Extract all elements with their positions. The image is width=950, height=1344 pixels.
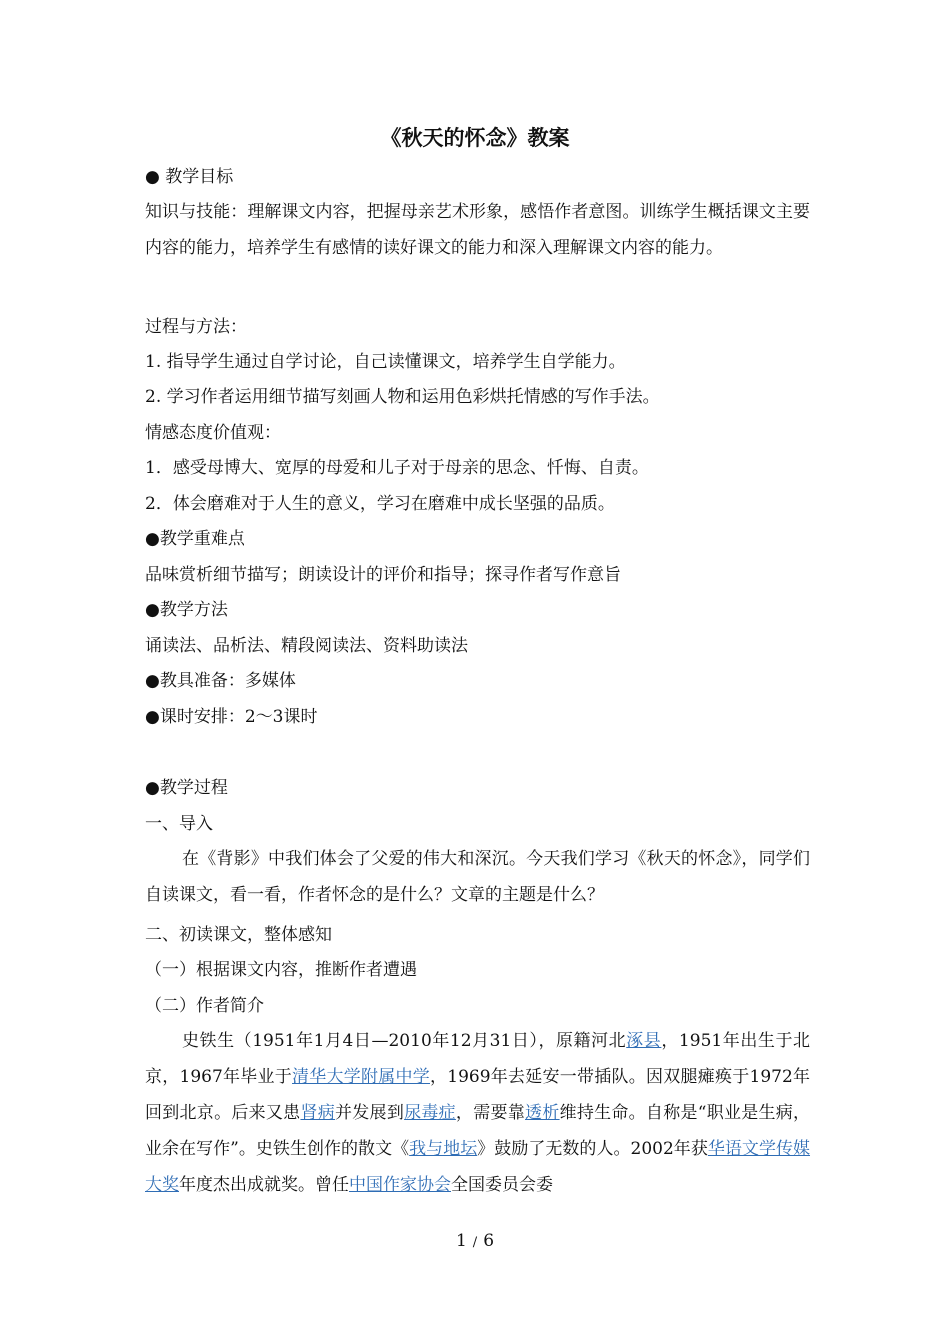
methods-text: 诵读法、品析法、精段阅读法、资料助读法 <box>145 636 468 656</box>
process-heading: ●教学过程 <box>145 778 228 798</box>
subsection-author-intro: （二）作者简介 <box>145 996 264 1016</box>
tools-line: ●教具准备：多媒体 <box>145 671 296 691</box>
bio-text: 年度杰出成就奖。曾任 <box>179 1175 349 1195</box>
emotion-item-1: 1．感受母博大、宽厚的母爱和儿子对于母亲的思念、忏悔、自责。 <box>145 458 649 478</box>
key-points-heading: ●教学重难点 <box>145 529 245 549</box>
author-bio-paragraph <box>145 1023 810 1203</box>
page-number <box>0 1231 950 1251</box>
bio-text: 维持生命。自称是“职业是生病，业余在写作”。史铁生创作的散文《 <box>145 1103 811 1159</box>
bio-text: 》鼓励了无数的人。2002年获 <box>477 1139 708 1159</box>
link-kidney-disease[interactable]: 肾病 <box>300 1103 335 1123</box>
process-item-1: 1. 指导学生通过自学讨论，自己读懂课文，培养学生自学能力。 <box>145 352 626 372</box>
link-uremia[interactable]: 尿毒症 <box>404 1103 456 1123</box>
bio-text: ，需要靠 <box>455 1103 526 1123</box>
schedule-line: ●课时安排：2～3课时 <box>145 707 318 727</box>
page-separator: / <box>472 1235 478 1250</box>
link-zhuoxian[interactable]: 涿县 <box>626 1031 662 1051</box>
intro-paragraph: 在《背影》中我们体会了父爱的伟大和深沉。今天我们学习《秋天的怀念》，同学们自读课文，看一看，作者怀念的是什么？文章的主题是什么？ <box>145 849 810 905</box>
emotion-item-2: 2．体会磨难对于人生的意义，学习在磨难中成长坚强的品质。 <box>145 494 615 514</box>
process-methods-heading: 过程与方法： <box>145 317 247 337</box>
emotion-heading: 情感态度价值观： <box>145 423 281 443</box>
bio-text: ，1969年去延安一带插队。因双腿瘫痪于1972年回到北京。后来又患 <box>145 1067 811 1123</box>
methods-heading: ●教学方法 <box>145 600 228 620</box>
section-intro-heading: 一、导入 <box>145 814 213 834</box>
bio-text: 史铁生（1951年1月4日—2010年12月31日），原籍河北 <box>182 1031 627 1051</box>
document-title: 《秋天的怀念》教案 <box>380 126 570 150</box>
process-item-2: 2. 学习作者运用细节描写刻画人物和运用色彩烘托情感的写作手法。 <box>145 387 660 407</box>
link-china-writers-association[interactable]: 中国作家协会 <box>349 1175 451 1195</box>
knowledge-skills-paragraph: 知识与技能：理解课文内容，把握母亲艺术形象，感悟作者意图。训练学生概括课文主要内容的能力，培养学生有感情的读好课文的能力和深入理解课文内容的能力。 <box>145 202 810 258</box>
subsection-infer-author: （一）根据课文内容，推断作者遭遇 <box>145 960 417 980</box>
bio-text: 并发展到 <box>335 1103 405 1123</box>
link-tsinghua-high-school[interactable]: 清华大学附属中学 <box>292 1067 431 1087</box>
link-chinese-literature-media-award[interactable]: 华语文学传媒大奖 <box>145 1139 811 1195</box>
key-points-text: 品味赏析细节描写；朗读设计的评价和指导；探寻作者写作意旨 <box>145 565 621 585</box>
bio-text: 全国委员会委 <box>451 1175 553 1195</box>
section-first-reading-heading: 二、初读课文，整体感知 <box>145 925 332 945</box>
current-page: 1 <box>455 1231 467 1251</box>
link-me-and-ditan[interactable]: 我与地坛 <box>409 1139 478 1159</box>
objectives-heading: ● 教学目标 <box>145 167 234 187</box>
bio-text: ，1951年出生于北京，1967年毕业于 <box>145 1031 810 1087</box>
total-pages: 6 <box>483 1231 495 1251</box>
link-dialysis[interactable]: 透析 <box>525 1103 560 1123</box>
